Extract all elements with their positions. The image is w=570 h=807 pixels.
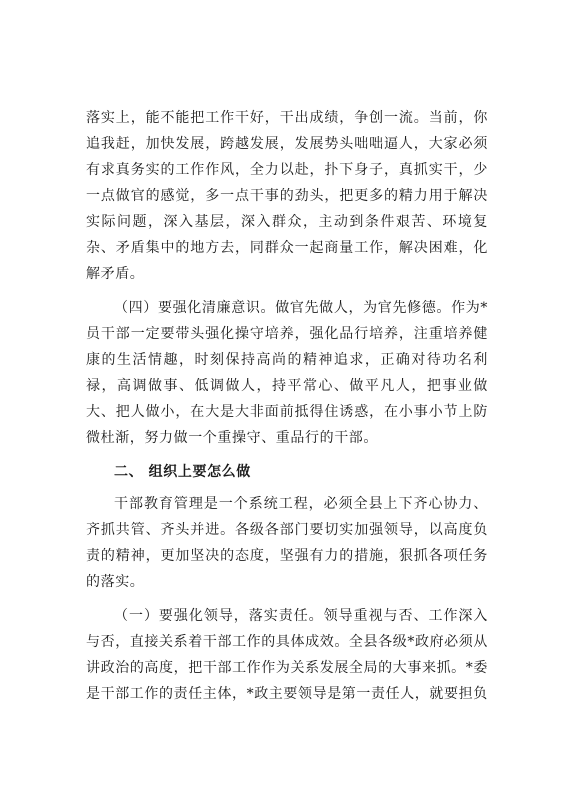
body-paragraph-4: （一）要强化领导，落实责任。领导重视与否、工作深入与否，直接关系着干部工作的具体成效。全县各级*政府必须从讲政治的高度，把干部工作作为关系发展全局的大事来抓。*委是干部工作的责任主体，*政主要领导是第一责任人，就要担负 [86, 608, 488, 702]
body-paragraph-2: （四）要强化清廉意识。做官先做人，为官先修德。作为*员干部一定要带头强化操守培养，强化品行培养，注重培养健康的生活情趣，时刻保持高尚的精神追求，正确对待功名利禄，高调做事、低调做人，持平常心、做平凡人，把事业做大、把人做小，在大是大非面前抵得住诱惑，在小事小节上防微杜渐，努力做一个重操守、重品行的干部。 [86, 300, 488, 446]
section-heading: 二、 组织上要怎么做 [114, 464, 251, 480]
document-body [86, 105, 488, 715]
body-paragraph-1: 落实上，能不能把工作干好，干出成绩，争创一流。当前，你追我赶，加快发展，跨越发展，发展势头咄咄逼人，大家必须有求真务实的工作作风，全力以赴，扑下身子，真抓实干，少一点做官的感觉，多一点干事的劲头，把更多的精力用于解决实际问题，深入基层，深入群众，主动到条件艰苦、环境复杂、矛盾集中的地方去，同群众一起商量工作，解决困难，化解矛盾。 [86, 110, 488, 282]
body-paragraph-3: 干部教育管理是一个系统工程，必须全县上下齐心协力、齐抓共管、齐头并进。各级各部门要切实加强领导，以高度负责的精神，更加坚决的态度，坚强有力的措施，狠抓各项任务的落实。 [86, 496, 488, 590]
